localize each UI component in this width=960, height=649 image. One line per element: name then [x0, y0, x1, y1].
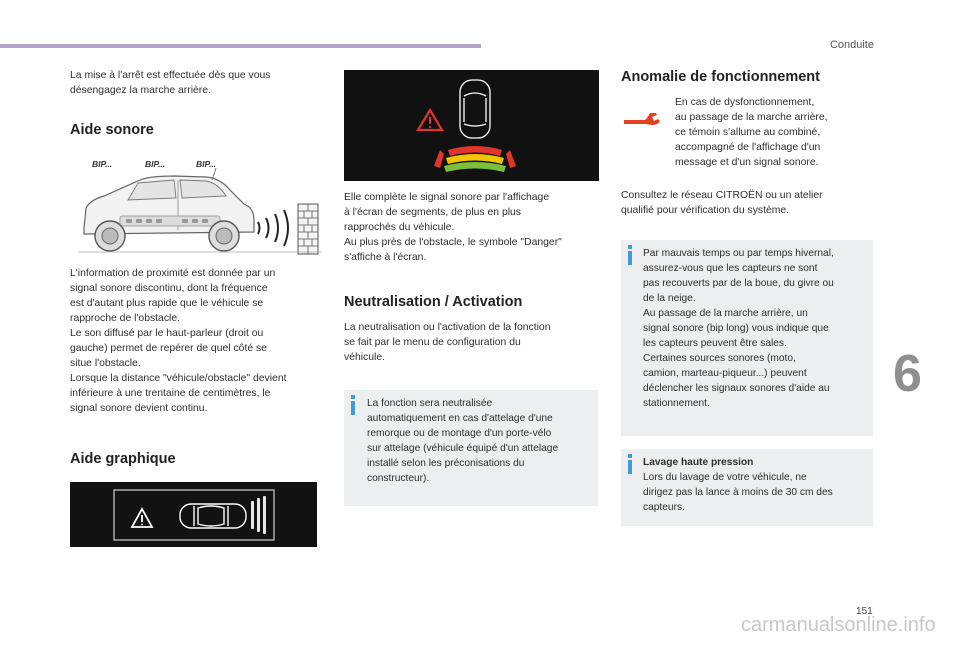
malfunction-heading: Anomalie de fonctionnement: [621, 69, 820, 85]
warning-triangle-icon: [132, 509, 152, 527]
car-sensor-illustration: [78, 150, 322, 258]
towing-note: [344, 390, 598, 506]
beep-label: BIP...: [196, 159, 217, 169]
warning-triangle-icon: [418, 110, 442, 130]
info-icon: [351, 395, 355, 399]
info-icon: [628, 454, 632, 458]
towing-note-text: La fonction sera neutralisée automatiquement en cas d'attelage d'une remorque ou de montage d'un porte-vélo sur attelage (véhicule équipé d'un attelage installé selon les préconisations du constructeur).: [367, 398, 559, 484]
malfunction-text: En cas de dysfonctionnement, au passage de la marche arrière, ce témoin s'allume au combiné, accompagné de l'affichage d'un message et d'un signal sonore.: [675, 97, 828, 168]
info-icon: [628, 245, 632, 249]
parking-sensor-warning-icon: [622, 108, 662, 128]
header-accent-bar: [0, 44, 481, 48]
washing-note-text: Lors du lavage de votre véhicule, ne dirigez pas la lance à moins de 30 cm des capteurs.: [643, 472, 833, 513]
audio-aid-heading: Aide sonore: [70, 122, 154, 138]
beep-label: BIP...: [92, 159, 113, 169]
page-number: 151: [856, 606, 873, 617]
info-icon: [628, 460, 632, 474]
consult-text: Consultez le réseau CITROËN ou un atelier qualifié pour vérification du système.: [621, 190, 823, 216]
audio-aid-text: L'information de proximité est donnée par un signal sonore discontinu, dont la fréquence est d'autant plus rapide que le véhicule se rapproche de l'obstacle. Le son diffusé par le haut-parleur (droit ou gauche) permet de repérer de quel côté se situe l'obstacle. Lorsque la distance "véhicule/obstacle" devient inférieure à une trentaine de centimètres, le signal sonore devient continu.: [70, 268, 287, 414]
screen-display-image: [344, 70, 599, 181]
graphic-aid-heading: Aide graphique: [70, 451, 176, 467]
graphic-display-image: [70, 482, 317, 547]
info-icon: [628, 251, 632, 265]
section-title: Conduite: [829, 39, 874, 51]
beep-label: BIP...: [145, 159, 166, 169]
intro-text: La mise à l'arrêt est effectuée dès que vous désengagez la marche arrière.: [70, 70, 271, 96]
neutralisation-heading: Neutralisation / Activation: [344, 294, 523, 310]
washing-note-title: Lavage haute pression: [643, 457, 754, 468]
neutralisation-text: La neutralisation ou l'activation de la fonction se fait par le menu de configuration du véhicule.: [344, 322, 551, 363]
info-icon: [351, 401, 355, 415]
watermark-text: carmanualsonline.info: [741, 614, 936, 636]
display-description: Elle complète le signal sonore par l'affichage à l'écran de segments, de plus en plus rapprochés du véhicule. Au plus près de l'obstacle, le symbole "Danger" s'affiche à l'écran.: [344, 192, 562, 263]
weather-note: [621, 240, 873, 436]
weather-note-text: Par mauvais temps ou par temps hivernal, assurez-vous que les capteurs ne sont pas recouverts par de la boue, du givre ou de la neige. Au passage de la marche arrière, un signal sonore (bip long) vous indique que les capteurs peuvent être sales. Certaines sources sonores (moto, camion, marteau-piqueur...) peuvent déclencher les signaux sonores d'aide au stationnement.: [643, 248, 834, 409]
washing-note: [621, 449, 873, 526]
chapter-number: 6: [893, 345, 922, 403]
